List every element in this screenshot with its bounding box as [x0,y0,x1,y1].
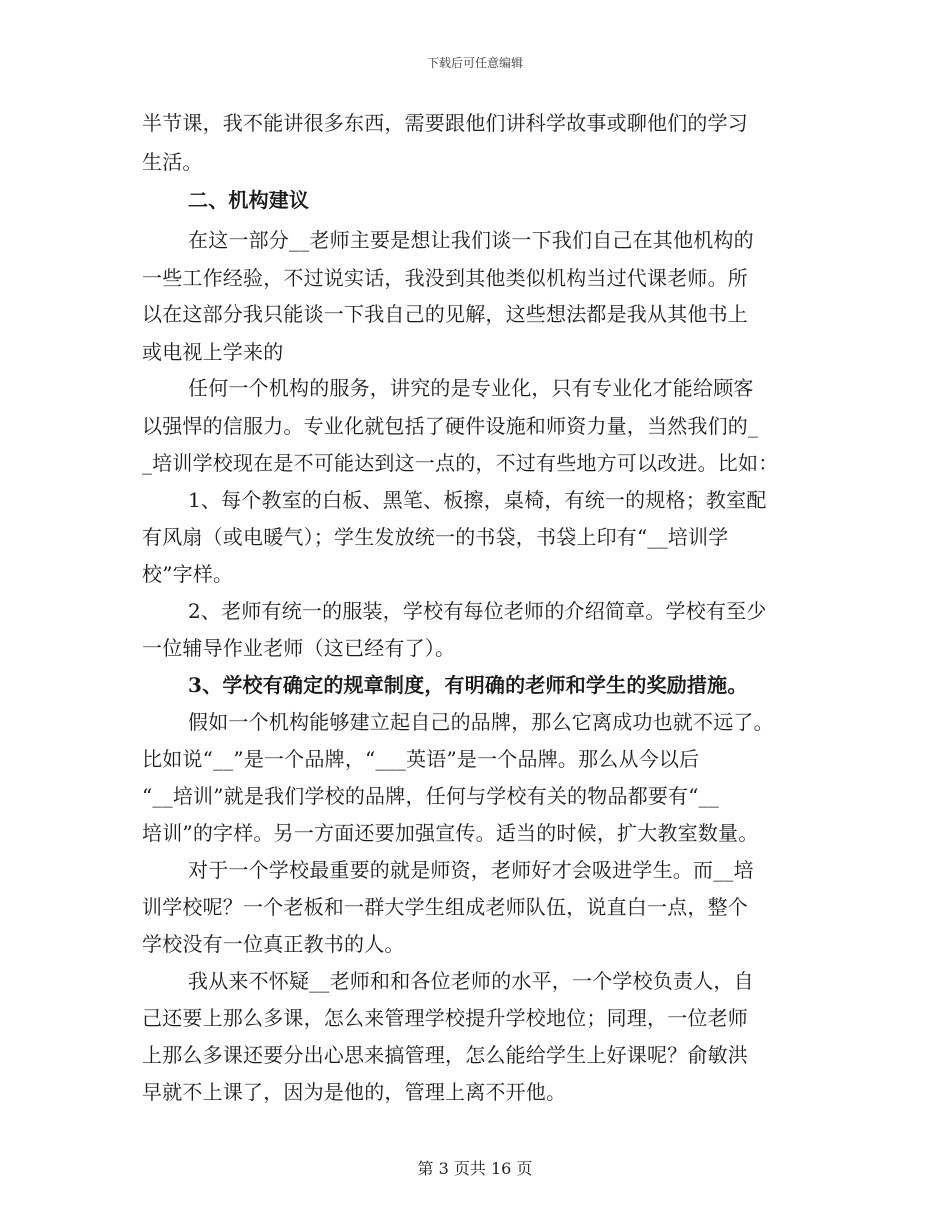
text-line: 比如说“__”是一个品牌，“___英语”是一个品牌。那么从今以后 [142,747,700,771]
text-line: 对于一个学校最重要的就是师资，老师好才会吸进学生。而__培 [188,858,754,882]
text-line: 假如一个机构能够建立起自己的品牌，那么它离成功也就不远了。 [188,710,774,734]
list-item: 1、每个教室的白板、黑笔、板擦，桌椅，有统一的规格；教室配 [188,488,767,512]
page-header: 下载后可任意编辑 [426,56,523,70]
text-line: 或电视上学来的 [142,340,284,364]
list-item-bold: 3、学校有确定的规章制度，有明确的老师和学生的奖励措施。 [188,673,748,697]
text-line: 早就不上课了，因为是他的，管理上离不开他。 [142,1080,567,1104]
text-line: 一些工作经验，不过说实话，我没到其他类似机构当过代课老师。所 [142,266,748,290]
text-line: 在这一部分__老师主要是想让我们谈一下我们自己在其他机构的 [188,228,754,252]
section-heading: 二、机构建议 [188,188,310,212]
text-line: 培训”的字样。另一方面还要加强宣传。适当的时候，扩大教室数量。 [142,821,759,845]
text-line: _培训学校现在是不可能达到这一点的，不过有些地方可以改进。比如： [142,451,779,475]
text-line: 训学校呢？一个老板和一群大学生组成老师队伍，说直白一点，整个 [142,895,748,919]
list-item: 2、老师有统一的服装，学校有每位老师的介绍简章。学校有至少 [188,599,767,623]
text-line: 校”字样。 [142,562,234,586]
text-line: 生活。 [142,150,203,174]
text-line: 上那么多课还要分出心思来搞管理，怎么能给学生上好课呢？俞敏洪 [142,1043,748,1067]
text-line: 以在这部分我只能谈一下我自己的见解，这些想法都是我从其他书上 [142,302,748,326]
text-line: 学校没有一位真正教书的人。 [142,932,405,956]
text-line: 我从来不怀疑__老师和和各位老师的水平，一个学校负责人，自 [188,969,754,993]
text-line: 半节课，我不能讲很多东西，需要跟他们讲科学故事或聊他们的学习 [142,111,748,135]
page-footer: 第 3 页共 16 页 [417,1159,533,1178]
text-line: 有风扇（或电暖气）；学生发放统一的书袋，书袋上印有“__培训学 [142,525,729,549]
text-line: 一位辅导作业老师（这已经有了）。 [142,636,456,660]
text-line: 以强悍的信服力。专业化就包括了硬件设施和师资力量，当然我们的_ [142,414,759,438]
text-line: 任何一个机构的服务，讲究的是专业化，只有专业化才能给顾客 [188,376,754,400]
text-line: “__培训”就是我们学校的品牌，任何与学校有关的物品都要有“__ [142,784,720,808]
text-line: 己还要上那么多课，怎么来管理学校提升学校地位；同理，一位老师 [142,1006,748,1030]
